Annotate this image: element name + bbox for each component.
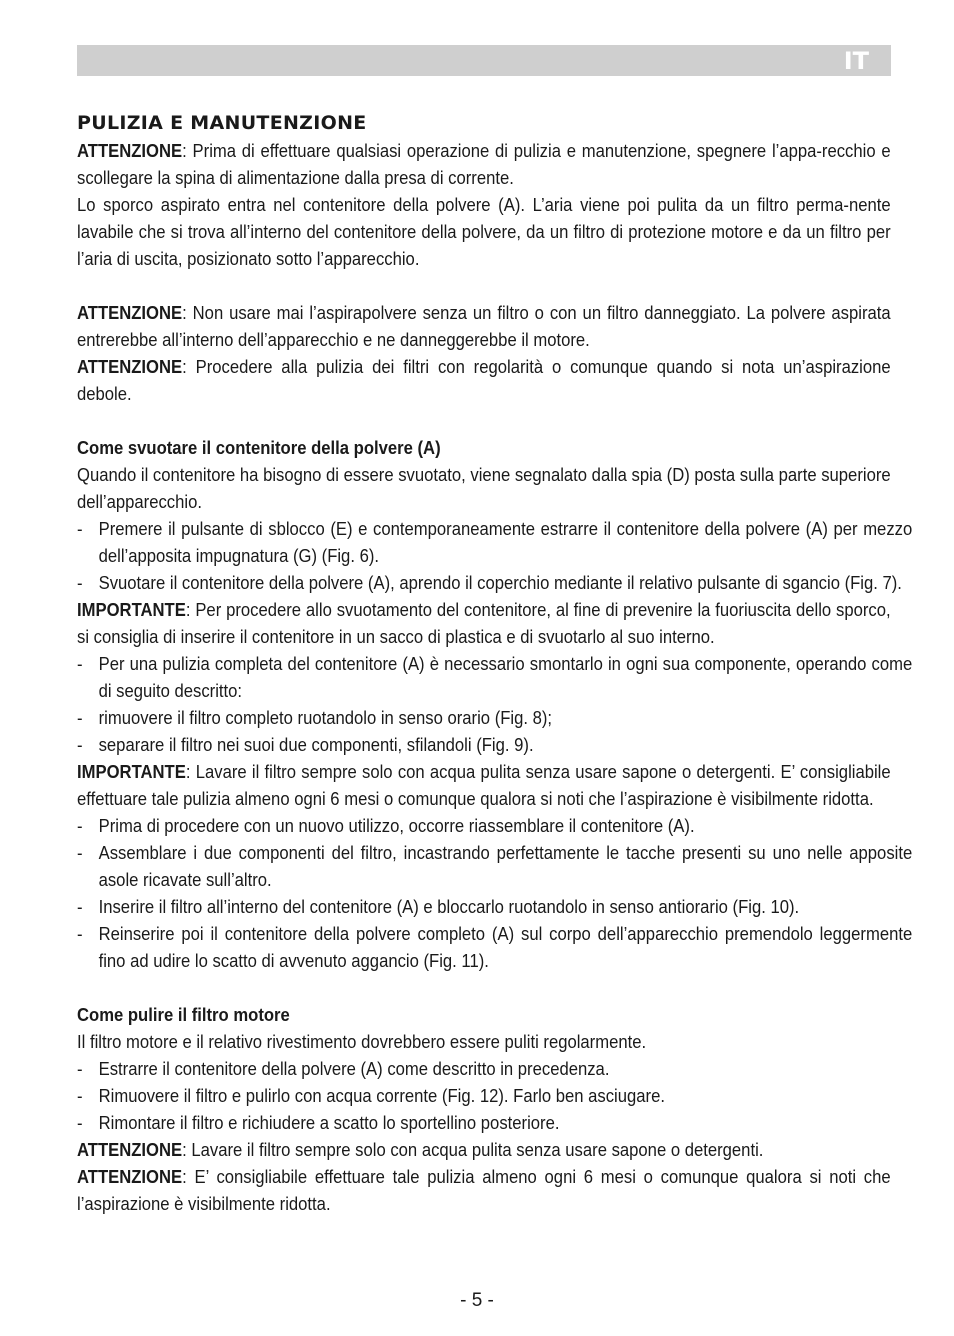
warning-text: : E’ consigliabile effettuare tale pulizia almeno ogni 6 mesi o comunque qualora si noti che l’aspirazione è visibilmente ridotta. xyxy=(77,1166,891,1214)
important-note xyxy=(77,596,891,650)
list-item-text: Assemblare i due componenti del filtro, incastrando perfettamente le tacche presenti su uno nelle apposite asole ricavate sull’altro. xyxy=(98,842,913,890)
list-item xyxy=(77,1055,912,1082)
list-item xyxy=(77,839,912,893)
subsection-title-container: Come svuotare il contenitore della polvere (A) xyxy=(77,437,441,458)
list-item-text: Rimontare il filtro e richiudere a scatto lo sportellino posteriore. xyxy=(98,1112,560,1133)
list-item-text: Svuotare il contenitore della polvere (A), aprendo il coperchio mediante il relativo pulsante di sgancio (Fig. 7). xyxy=(98,572,902,593)
list-item xyxy=(77,812,912,839)
motor-warning xyxy=(77,1136,891,1163)
keyword: ATTENZIONE xyxy=(77,1166,183,1187)
list-item-text: separare il filtro nei suoi due componenti, sfilandoli (Fig. 9). xyxy=(98,734,534,755)
list-item-text: Premere il pulsante di sblocco (E) e contemporaneamente estrarre il contenitore della polvere (A) per mezzo dell’apposita impugnatura (G) (Fig. 6). xyxy=(98,518,913,566)
page-number: - 5 - xyxy=(460,1290,494,1311)
motor-intro: Il filtro motore e il relativo rivestimento dovrebbero essere puliti regolarmente. xyxy=(77,1031,647,1052)
important-text: : Lavare il filtro sempre solo con acqua pulita senza usare sapone o detergenti. E’ consigliabile effettuare tale pulizia almeno ogni 6 mesi o comunque qualora si noti che l’aspirazione è visibilmente ridotta. xyxy=(77,761,891,809)
document-body xyxy=(77,110,913,1217)
warning-cleaning xyxy=(77,353,891,407)
warning-filter xyxy=(77,299,891,353)
warning-text: : Procedere alla pulizia dei filtri con regolarità o comunque quando si nota un’aspirazione debole. xyxy=(77,356,891,404)
container-intro: Quando il contenitore ha bisogno di essere svuotato, viene segnalato dalla spia (D) posta sulla parte superiore dell’apparecchio. xyxy=(77,464,891,512)
list-item-text: Per una pulizia completa del contenitore (A) è necessario smontarlo in ogni sua componente, operando come di seguito descritto: xyxy=(98,653,913,701)
bullet-dash: - xyxy=(77,923,83,944)
keyword: IMPORTANTE xyxy=(77,599,186,620)
section-title: PULIZIA E MANUTENZIONE xyxy=(77,112,367,134)
bullet-dash: - xyxy=(77,1058,83,1079)
keyword: ATTENZIONE xyxy=(77,302,183,323)
spacer xyxy=(77,407,890,434)
list-item-text: Reinserire poi il contenitore della polvere completo (A) sul corpo dell’apparecchio premendolo leggermente fino ad udire lo scatto di avvenuto aggancio (Fig. 11). xyxy=(98,923,913,971)
list-item xyxy=(77,920,912,974)
bullet-dash: - xyxy=(77,842,83,863)
list-item-text: rimuovere il filtro completo ruotandolo in senso orario (Fig. 8); xyxy=(98,707,553,728)
list-item xyxy=(77,1082,912,1109)
list-item-text: Inserire il filtro all’interno del contenitore (A) e bloccarlo ruotandolo in senso antiorario (Fig. 10). xyxy=(98,896,800,917)
bullet-dash: - xyxy=(77,653,83,674)
intro-warning-text: : Prima di effettuare qualsiasi operazione di pulizia e manutenzione, spegnere l’appa-recchio e scollegare la spina di alimentazione dalla presa di corrente. xyxy=(77,140,891,188)
list-item xyxy=(77,650,912,704)
bullet-dash: - xyxy=(77,518,83,539)
bullet-dash: - xyxy=(77,1112,83,1133)
list-item-text: Estrarre il contenitore della polvere (A) come descritto in precedenza. xyxy=(98,1058,610,1079)
important-note xyxy=(77,758,891,812)
list-item xyxy=(77,893,912,920)
bullet-dash: - xyxy=(77,572,83,593)
list-item xyxy=(77,1109,912,1136)
list-item-text: Rimuovere il filtro e pulirlo con acqua corrente (Fig. 12). Farlo ben asciugare. xyxy=(98,1085,665,1106)
keyword: IMPORTANTE xyxy=(77,761,186,782)
warning-text: : Non usare mai l’aspirapolvere senza un filtro o con un filtro danneggiato. La polvere aspirata entrerebbe all’interno dell’apparecchio e ne danneggerebbe il motore. xyxy=(77,302,891,350)
intro-paragraph: Lo sporco aspirato entra nel contenitore della polvere (A). L’aria viene poi pulita da un filtro perma-nente lavabile che si trova all’interno del contenitore della polvere, da un filtro di protezione motore e da un filtro per l’aria di uscita, posizionato sotto l’apparecchio. xyxy=(77,194,891,269)
subsection-title-motor: Come pulire il filtro motore xyxy=(77,1004,290,1025)
list-item xyxy=(77,569,912,596)
spacer xyxy=(77,974,890,1001)
important-text: : Per procedere allo svuotamento del contenitore, al fine di prevenire la fuoriuscita dello sporco, si consiglia di inserire il contenitore in un sacco di plastica e di svuotarlo al suo interno. xyxy=(77,599,891,647)
language-code: IT xyxy=(843,47,869,75)
keyword: ATTENZIONE xyxy=(77,356,183,377)
list-item xyxy=(77,515,912,569)
keyword: ATTENZIONE xyxy=(77,140,183,161)
bullet-dash: - xyxy=(77,734,83,755)
motor-warning xyxy=(77,1163,891,1217)
spacer xyxy=(77,272,890,299)
list-item-text: Prima di procedere con un nuovo utilizzo, occorre riassemblare il contenitore (A). xyxy=(98,815,695,836)
bullet-dash: - xyxy=(77,707,83,728)
list-item xyxy=(77,731,912,758)
keyword: ATTENZIONE xyxy=(77,1139,183,1160)
warning-text: : Lavare il filtro sempre solo con acqua pulita senza usare sapone o detergenti. xyxy=(182,1139,764,1160)
intro-warning xyxy=(77,137,891,191)
bullet-dash: - xyxy=(77,896,83,917)
language-header-bar xyxy=(77,45,891,76)
bullet-dash: - xyxy=(77,815,83,836)
bullet-dash: - xyxy=(77,1085,83,1106)
list-item xyxy=(77,704,912,731)
